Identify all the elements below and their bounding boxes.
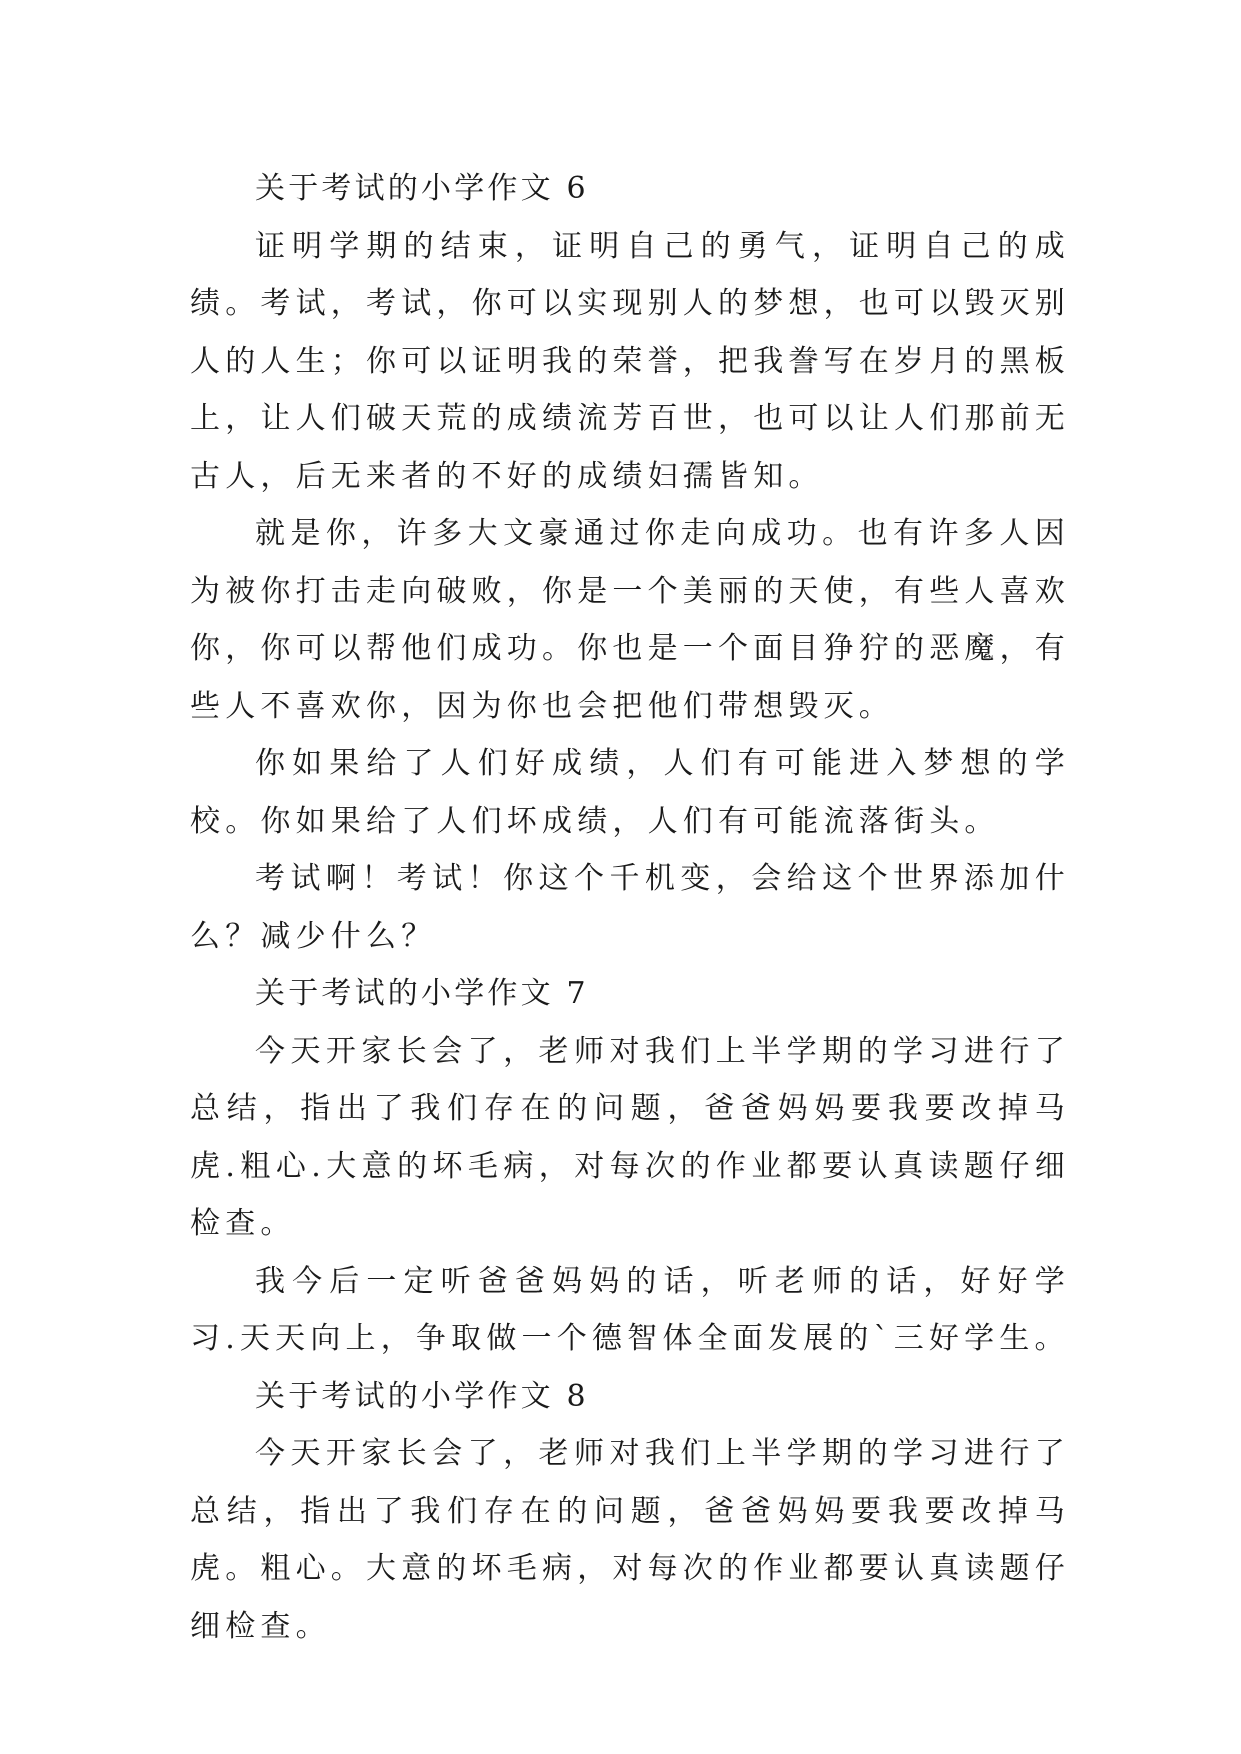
- paragraph: 你如果给了人们好成绩，人们有可能进入梦想的学校。你如果给了人们坏成绩，人们有可能流落街头。: [190, 746, 1070, 839]
- paragraph: 证明学期的结束，证明自己的勇气，证明自己的成绩。考试，考试，你可以实现别人的梦想，也可以毁灭别人的人生；你可以证明我的荣誉，把我誊写在岁月的黑板上，让人们破天荒的成绩流芳百世，也可以让人们那前无古人，后无来者的不好的成绩妇孺皆知。: [190, 228, 1070, 494]
- paragraph: 就是你，许多大文豪通过你走向成功。也有许多人因为被你打击走向破败，你是一个美丽的天使，有些人喜欢你，你可以帮他们成功。你也是一个面目狰狞的恶魔，有些人不喜欢你，因为你也会把他们带想毁灭。: [190, 516, 1070, 724]
- paragraph: 我今后一定听爸爸妈妈的话，听老师的话，好好学习.天天向上，争取做一个德智体全面发展的`三好学生。: [190, 1263, 1070, 1356]
- paragraph: 今天开家长会了，老师对我们上半学期的学习进行了总结，指出了我们存在的问题，爸爸妈妈要我要改掉马虎.粗心.大意的坏毛病，对每次的作业都要认真读题仔细检查。: [190, 1033, 1070, 1241]
- paragraph: 今天开家长会了，老师对我们上半学期的学习进行了总结，指出了我们存在的问题，爸爸妈妈要我要改掉马虎。粗心。大意的坏毛病，对每次的作业都要认真读题仔细检查。: [190, 1436, 1070, 1644]
- document-body: [190, 160, 1070, 1655]
- essay-heading-8: 关于考试的小学作文 8: [255, 1378, 589, 1414]
- paragraph: 考试啊！考试！你这个千机变，会给这个世界添加什么？减少什么？: [190, 861, 1070, 954]
- essay-heading-7: 关于考试的小学作文 7: [255, 976, 589, 1011]
- essay-heading-6: 关于考试的小学作文 6: [255, 171, 589, 206]
